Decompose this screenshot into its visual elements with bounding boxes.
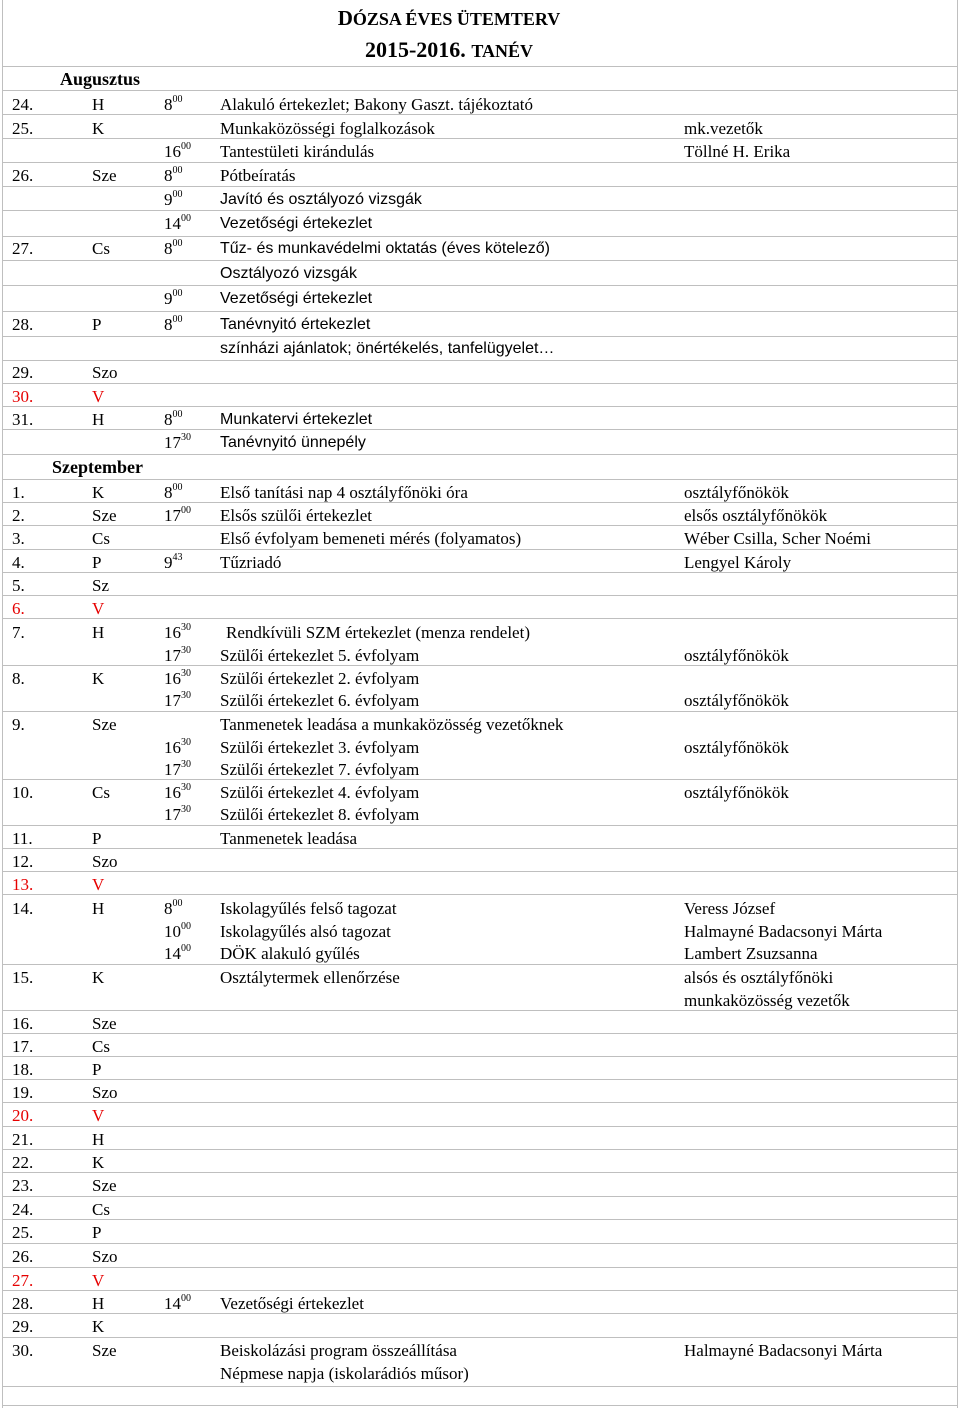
time-minute: 00: [172, 314, 183, 326]
start-time: [164, 212, 191, 235]
time-minute: 00: [181, 141, 191, 153]
time-hour: 17: [164, 506, 181, 525]
weekday: K: [92, 1317, 105, 1336]
row-border: [2, 572, 958, 573]
event-description: Vezetőségi értekezlet: [220, 1294, 364, 1313]
row-border: [2, 1243, 958, 1244]
start-time: [164, 551, 183, 574]
day-number: 28.: [12, 1294, 34, 1313]
event-description: Osztályozó vizsgák: [220, 265, 357, 282]
start-time: [164, 504, 191, 527]
day-number: 31.: [12, 410, 34, 429]
time-hour: 8: [164, 239, 173, 258]
row-border: [2, 285, 958, 286]
day-number: 9.: [12, 715, 25, 734]
day-number: 6.: [12, 599, 25, 618]
event-description: Tantestületi kirándulás: [220, 142, 375, 161]
weekday: Sz: [92, 576, 109, 595]
time-hour: 17: [164, 646, 181, 665]
day-number: 4.: [12, 553, 25, 572]
time-hour: 16: [164, 783, 181, 802]
event-description: Szülői értekezlet 3. évfolyam: [220, 738, 420, 757]
weekday: V: [92, 1271, 105, 1290]
responsible-person: Halmayné Badacsonyi Márta: [684, 922, 883, 941]
event-description: Első tanítási nap 4 osztályfőnöki óra: [220, 483, 468, 502]
row-border: [2, 138, 958, 139]
event-description: Javító és osztályozó vizsgák: [220, 191, 422, 208]
weekday: P: [92, 315, 102, 334]
day-number: 26.: [12, 1247, 34, 1266]
row-border: [2, 1056, 958, 1057]
weekday: H: [92, 410, 105, 429]
event-description: Rendkívüli SZM értekezlet (menza rendelet): [226, 623, 530, 642]
time-minute: 30: [181, 759, 191, 771]
start-time: [164, 736, 191, 759]
responsible-person: osztályfőnökök: [684, 783, 789, 802]
time-minute: 00: [172, 288, 183, 300]
weekday: P: [92, 829, 102, 848]
time-hour: 9: [164, 553, 173, 572]
row-border: [2, 779, 958, 780]
weekday: K: [92, 669, 105, 688]
event-description: színházi ajánlatok; önértékelés, tanfelügyelet…: [220, 340, 555, 357]
weekday: P: [92, 1223, 102, 1242]
start-time: [164, 188, 183, 211]
start-time: [164, 431, 191, 454]
time-minute: 43: [172, 552, 183, 564]
responsible-person: Halmayné Badacsonyi Márta: [684, 1341, 883, 1360]
weekday: Sze: [92, 1176, 117, 1195]
start-time: [164, 140, 191, 163]
row-border: [2, 383, 958, 384]
day-number: 20.: [12, 1106, 34, 1125]
day-number: 27.: [12, 239, 34, 258]
time-hour: 9: [164, 190, 173, 209]
weekday: V: [92, 387, 105, 406]
start-time: [164, 644, 191, 667]
event-description: Iskolagyűlés alsó tagozat: [220, 922, 391, 941]
row-border: [2, 1196, 958, 1197]
day-number: 25.: [12, 119, 34, 138]
day-number: 29.: [12, 1317, 34, 1336]
time-minute: 30: [181, 668, 191, 680]
day-number: 1.: [12, 483, 25, 502]
weekday: Szo: [92, 363, 118, 382]
day-number: 28.: [12, 315, 34, 334]
row-border: [2, 665, 958, 666]
weekday: Sze: [92, 715, 117, 734]
row-border: [2, 848, 958, 849]
row-border: [2, 186, 958, 187]
day-number: 11.: [12, 829, 33, 848]
row-border: [2, 66, 958, 67]
row-border: [2, 1079, 958, 1080]
row-border: [2, 162, 958, 163]
day-number: 8.: [12, 669, 25, 688]
start-time: [164, 781, 191, 804]
responsible-person: osztályfőnökök: [684, 691, 789, 710]
weekday: Sze: [92, 506, 117, 525]
weekday: Sze: [92, 166, 117, 185]
weekday: V: [92, 1106, 105, 1125]
weekday: Szo: [92, 1083, 118, 1102]
event-description: Tanmenetek leadása: [220, 829, 358, 848]
responsible-person: mk.vezetők: [684, 119, 763, 138]
weekday: K: [92, 1153, 105, 1172]
weekday: Cs: [92, 239, 110, 258]
responsible-person: osztályfőnökök: [684, 646, 789, 665]
day-number: 18.: [12, 1060, 34, 1079]
responsible-person: alsós és osztályfőnöki: [684, 968, 834, 987]
time-minute: 00: [172, 94, 183, 106]
start-time: [164, 313, 183, 336]
time-minute: 30: [181, 690, 191, 702]
day-number: 27.: [12, 1271, 34, 1290]
weekday: Cs: [92, 783, 110, 802]
event-description: Tanmenetek leadása a munkaközösség vezetőknek: [220, 715, 564, 734]
weekday: H: [92, 623, 105, 642]
start-time: [164, 942, 191, 965]
weekday: Cs: [92, 1037, 110, 1056]
day-number: 24.: [12, 1200, 34, 1219]
event-description: Tanévnyitó értekezlet: [220, 316, 371, 333]
doc-title-line1: DÓZSA ÉVES ÜTEMTERV: [337, 6, 561, 30]
start-time: [164, 758, 191, 781]
row-border: [2, 260, 958, 261]
time-minute: 00: [172, 409, 183, 421]
weekday: Cs: [92, 529, 110, 548]
time-minute: 00: [172, 189, 183, 201]
weekday: K: [92, 119, 105, 138]
time-hour: 16: [164, 142, 181, 161]
time-hour: 8: [164, 95, 173, 114]
row-border: [2, 894, 958, 895]
start-time: [164, 1292, 191, 1315]
event-description: Szülői értekezlet 4. évfolyam: [220, 783, 420, 802]
time-hour: 8: [164, 483, 173, 502]
row-border: [2, 871, 958, 872]
day-number: 30.: [12, 1341, 34, 1360]
event-description: Népmese napja (iskolarádiós műsor): [220, 1364, 469, 1383]
event-description: Beiskolázási program összeállítása: [220, 1341, 457, 1360]
event-description: Elsős szülői értekezlet: [220, 506, 373, 525]
responsible-person: Töllné H. Erika: [684, 142, 791, 161]
doc-title-line2: 2015-2016. TANÉV: [364, 37, 533, 62]
event-description: Iskolagyűlés felső tagozat: [220, 899, 397, 918]
start-time: [164, 920, 191, 943]
event-description: Alakuló értekezlet; Bakony Gaszt. tájékoztató: [220, 95, 533, 114]
time-minute: 00: [172, 165, 183, 177]
row-border: [2, 1033, 958, 1034]
month-heading: Szeptember: [52, 457, 143, 477]
time-hour: 16: [164, 623, 181, 642]
weekday: H: [92, 1130, 105, 1149]
day-number: 21.: [12, 1130, 34, 1149]
weekday: Sze: [92, 1341, 117, 1360]
responsible-person: Lambert Zsuzsanna: [684, 944, 818, 963]
time-minute: 30: [181, 622, 191, 634]
start-time: [164, 689, 191, 712]
event-description: Tűzriadó: [220, 553, 282, 572]
weekday: P: [92, 553, 102, 572]
weekday: K: [92, 483, 105, 502]
time-hour: 9: [164, 289, 173, 308]
weekday: H: [92, 1294, 105, 1313]
responsible-person: osztályfőnökök: [684, 483, 789, 502]
time-hour: 14: [164, 214, 181, 233]
time-hour: 14: [164, 944, 181, 963]
time-minute: 00: [181, 943, 191, 955]
day-number: 24.: [12, 95, 34, 114]
time-hour: 17: [164, 691, 181, 710]
day-number: 22.: [12, 1153, 34, 1172]
event-description: Tanévnyitó ünnepély: [220, 434, 366, 451]
row-border: [2, 406, 958, 407]
time-hour: 8: [164, 315, 173, 334]
start-time: [164, 164, 183, 187]
event-description: Szülői értekezlet 5. évfolyam: [220, 646, 420, 665]
day-number: 13.: [12, 875, 34, 894]
start-time: [164, 621, 191, 644]
time-minute: 00: [181, 1293, 191, 1305]
row-border: [2, 360, 958, 361]
start-time: [164, 481, 183, 504]
row-border: [2, 1337, 958, 1338]
event-description: Tűz- és munkavédelmi oktatás (éves kötelező): [220, 240, 550, 257]
responsible-person: Veress József: [684, 899, 776, 918]
event-description: Szülői értekezlet 2. évfolyam: [220, 669, 420, 688]
time-hour: 17: [164, 433, 181, 452]
row-border: [2, 502, 958, 503]
day-number: 12.: [12, 852, 34, 871]
row-border: [2, 311, 958, 312]
row-border: [2, 1172, 958, 1173]
time-hour: 8: [164, 410, 173, 429]
time-hour: 14: [164, 1294, 181, 1313]
time-hour: 16: [164, 738, 181, 757]
day-number: 3.: [12, 529, 25, 548]
day-number: 19.: [12, 1083, 34, 1102]
day-number: 29.: [12, 363, 34, 382]
time-minute: 30: [181, 804, 191, 816]
time-hour: 8: [164, 166, 173, 185]
time-minute: 30: [181, 432, 191, 444]
weekday: Sze: [92, 1014, 117, 1033]
weekday: V: [92, 599, 105, 618]
time-minute: 00: [172, 898, 183, 910]
day-number: 5.: [12, 576, 25, 595]
start-time: [164, 897, 183, 920]
row-border: [2, 618, 958, 619]
responsible-person: elsős osztályfőnökök: [684, 506, 828, 525]
row-border: [2, 1102, 958, 1103]
weekday: H: [92, 899, 105, 918]
time-minute: 00: [172, 482, 183, 494]
time-minute: 30: [181, 737, 191, 749]
time-minute: 00: [181, 921, 191, 933]
day-number: 14.: [12, 899, 34, 918]
event-description: Első évfolyam bemeneti mérés (folyamatos): [220, 529, 522, 548]
start-time: [164, 237, 183, 260]
day-number: 23.: [12, 1176, 34, 1195]
row-border: [2, 1386, 958, 1387]
row-border: [2, 1267, 958, 1268]
day-number: 15.: [12, 968, 34, 987]
event-description: Pótbeíratás: [220, 166, 296, 185]
responsible-person: osztályfőnökök: [684, 738, 789, 757]
responsible-person: munkaközösség vezetők: [684, 991, 850, 1010]
weekday: Szo: [92, 852, 118, 871]
day-number: 2.: [12, 506, 25, 525]
row-border: [2, 454, 958, 455]
time-minute: 00: [181, 213, 191, 225]
event-description: DÖK alakuló gyűlés: [220, 944, 360, 963]
weekday: V: [92, 875, 105, 894]
row-border: [2, 90, 958, 91]
time-minute: 00: [172, 238, 183, 250]
row-border: [2, 595, 958, 596]
start-time: [164, 803, 191, 826]
row-border: [2, 1290, 958, 1291]
event-description: Munkatervi értekezlet: [220, 411, 373, 428]
time-hour: 10: [164, 922, 181, 941]
time-minute: 30: [181, 782, 191, 794]
weekday: H: [92, 95, 105, 114]
weekday: Szo: [92, 1247, 118, 1266]
event-description: Vezetőségi értekezlet: [220, 215, 373, 232]
day-number: 16.: [12, 1014, 34, 1033]
row-border: [2, 825, 958, 826]
event-description: Vezetőségi értekezlet: [220, 290, 373, 307]
time-hour: 8: [164, 899, 173, 918]
day-number: 10.: [12, 783, 34, 802]
start-time: [164, 287, 183, 310]
row-border: [2, 711, 958, 712]
event-description: Szülői értekezlet 8. évfolyam: [220, 805, 420, 824]
weekday: K: [92, 968, 105, 987]
row-border: [2, 1126, 958, 1127]
time-hour: 17: [164, 805, 181, 824]
row-border: [2, 479, 958, 480]
time-minute: 00: [181, 505, 191, 517]
day-number: 17.: [12, 1037, 34, 1056]
weekday: Cs: [92, 1200, 110, 1219]
event-description: Szülői értekezlet 7. évfolyam: [220, 760, 420, 779]
responsible-person: Wéber Csilla, Scher Noémi: [684, 529, 871, 548]
day-number: 7.: [12, 623, 25, 642]
event-description: Munkaközösségi foglalkozások: [220, 119, 435, 138]
start-time: [164, 93, 183, 116]
row-border: [2, 210, 958, 211]
time-hour: 17: [164, 760, 181, 779]
day-number: 26.: [12, 166, 34, 185]
start-time: [164, 667, 191, 690]
row-border: [2, 1149, 958, 1150]
event-description: Osztálytermek ellenőrzése: [220, 968, 400, 987]
start-time: [164, 408, 183, 431]
responsible-person: Lengyel Károly: [684, 553, 792, 572]
event-description: Szülői értekezlet 6. évfolyam: [220, 691, 420, 710]
time-minute: 30: [181, 645, 191, 657]
row-border: [2, 1219, 958, 1220]
row-border: [2, 429, 958, 430]
weekday: P: [92, 1060, 102, 1079]
row-border: [2, 1313, 958, 1314]
day-number: 30.: [12, 387, 34, 406]
month-heading: Augusztus: [60, 69, 141, 89]
time-hour: 16: [164, 669, 181, 688]
day-number: 25.: [12, 1223, 34, 1242]
row-border: [2, 1405, 958, 1406]
